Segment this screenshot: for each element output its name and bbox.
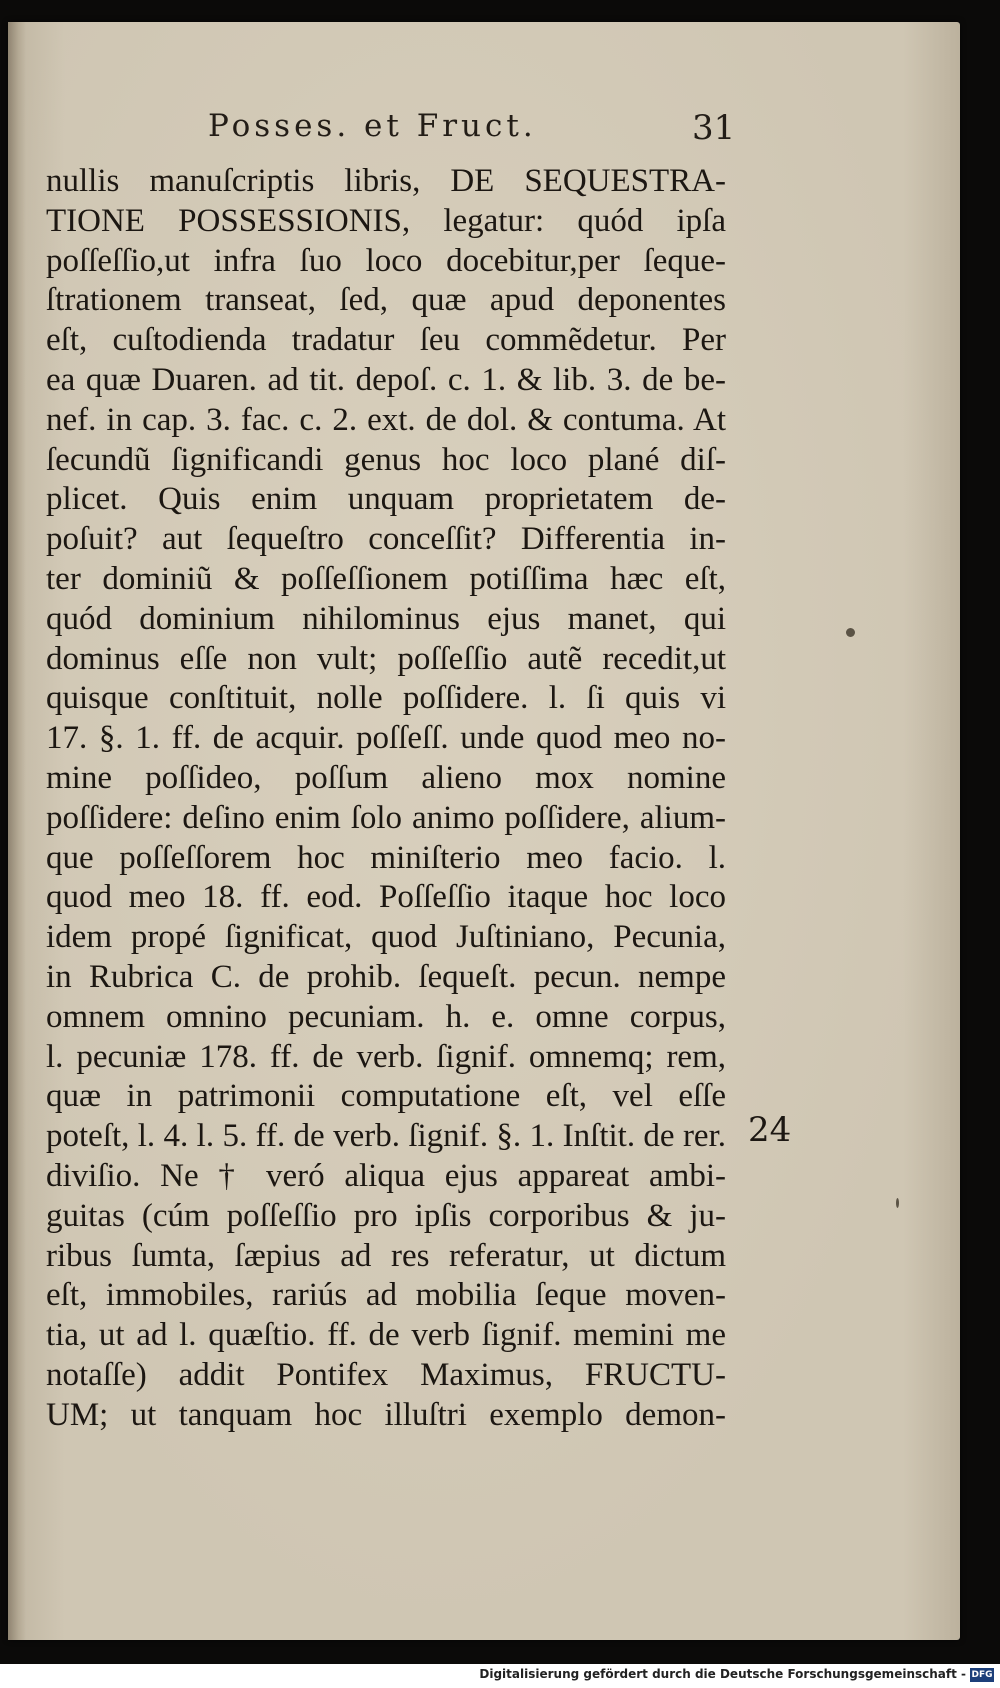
text-line: poſuit? aut ſequeſtro conceſſit? Differentia in- [46,521,726,558]
text-line: UM; ut tanquam hoc illuſtri exemplo demon- [46,1396,726,1433]
text-line: quæ in patrimonii computatione eſt, vel eſſe [46,1078,726,1115]
text-line: quod meo 18. ff. eod. Poſſeſſio itaque hoc loco [46,879,726,916]
text-line: diviſio. Ne † veró aliqua ejus appareat ambi- [46,1157,726,1194]
text-line: poſſidere: deſino enim ſolo animo poſſidere, alium- [46,799,726,836]
text-line: mine poſſideo, poſſum alieno mox nomine [46,759,726,796]
page-gutter [8,22,26,1640]
text-line: ſtrationem transeat, ſed, quæ apud deponentes [46,282,726,319]
paper-speck [846,628,855,637]
text-line: in Rubrica C. de prohib. ſequeſt. pecun. nempe [46,958,726,995]
dfg-logo: DFG [971,1670,993,1680]
body-text [46,162,726,1436]
text-line: l. pecuniæ 178. ff. de verb. ſignif. omnemq; rem, [46,1038,726,1075]
text-line: que poſſeſſorem hoc miniſterio meo facio. l. [46,839,726,876]
text-line: eſt, immobiles, rariús ad mobilia ſeque moven- [46,1277,726,1314]
text-line: nullis manuſcriptis libris, DE SEQUESTRA- [46,163,726,199]
digitization-credit: Digitalisierung gefördert durch die Deutsche Forschungsgemeinschaft - [479,1667,966,1681]
text-line: dominus eſſe non vult; poſſeſſio autẽ recedit,ut [46,640,726,677]
text-line: poteſt, l. 4. l. 5. ff. de verb. ſignif. §. 1. Inſtit. de rer. [46,1118,726,1155]
text-line: eſt, cuſtodienda tradatur ſeu commẽdetur. Per [46,322,726,359]
text-line: TIONE POSSESSIONIS, legatur: quód ipſa [46,202,726,239]
text-line: quód dominium nihilominus ejus manet, qui [46,600,726,637]
text-line: notaſſe) addit Pontifex Maximus, FRUCTU- [46,1356,726,1393]
text-line: ſecundũ ſignificandi genus hoc loco plané diſ- [46,441,726,478]
text-line: quisque conſtituit, nolle poſſidere. l. ſi quis vi [46,680,726,717]
text-line: nef. in cap. 3. fac. c. 2. ext. de dol. & contuma. At [46,401,726,438]
text-line: 17. §. 1. ff. de acquir. poſſeſſ. unde quod meo no- [46,720,726,757]
text-line: tia, ut ad l. quæſtio. ff. de verb ſignif. memini me [46,1317,726,1354]
text-line: idem propé ſignificat, quod Juſtiniano, Pecunia, [46,919,726,956]
text-line: omnem omnino pecuniam. h. e. omne corpus, [46,998,726,1035]
margin-note-number: 24 [748,1110,792,1150]
paper-speck [896,1198,899,1208]
text-line: ribus ſumta, ſæpius ad res referatur, ut dictum [46,1237,726,1274]
page-number: 31 [692,108,736,148]
book-page [8,22,960,1640]
text-line: plicet. Quis enim unquam proprietatem de- [46,481,726,518]
text-line: guitas (cúm poſſeſſio pro ipſis corporibus & ju- [46,1197,726,1234]
running-title: Posses. et Fruct. [208,108,537,144]
footer-bar [0,1664,1000,1688]
text-line: ter dominiũ & poſſeſſionem potiſſima hæc eſt, [46,560,726,597]
text-line: poſſeſſio,ut infra ſuo loco docebitur,per ſeque- [46,242,726,279]
text-line: ea quæ Duaren. ad tit. depoſ. c. 1. & lib. 3. de be- [46,361,726,398]
